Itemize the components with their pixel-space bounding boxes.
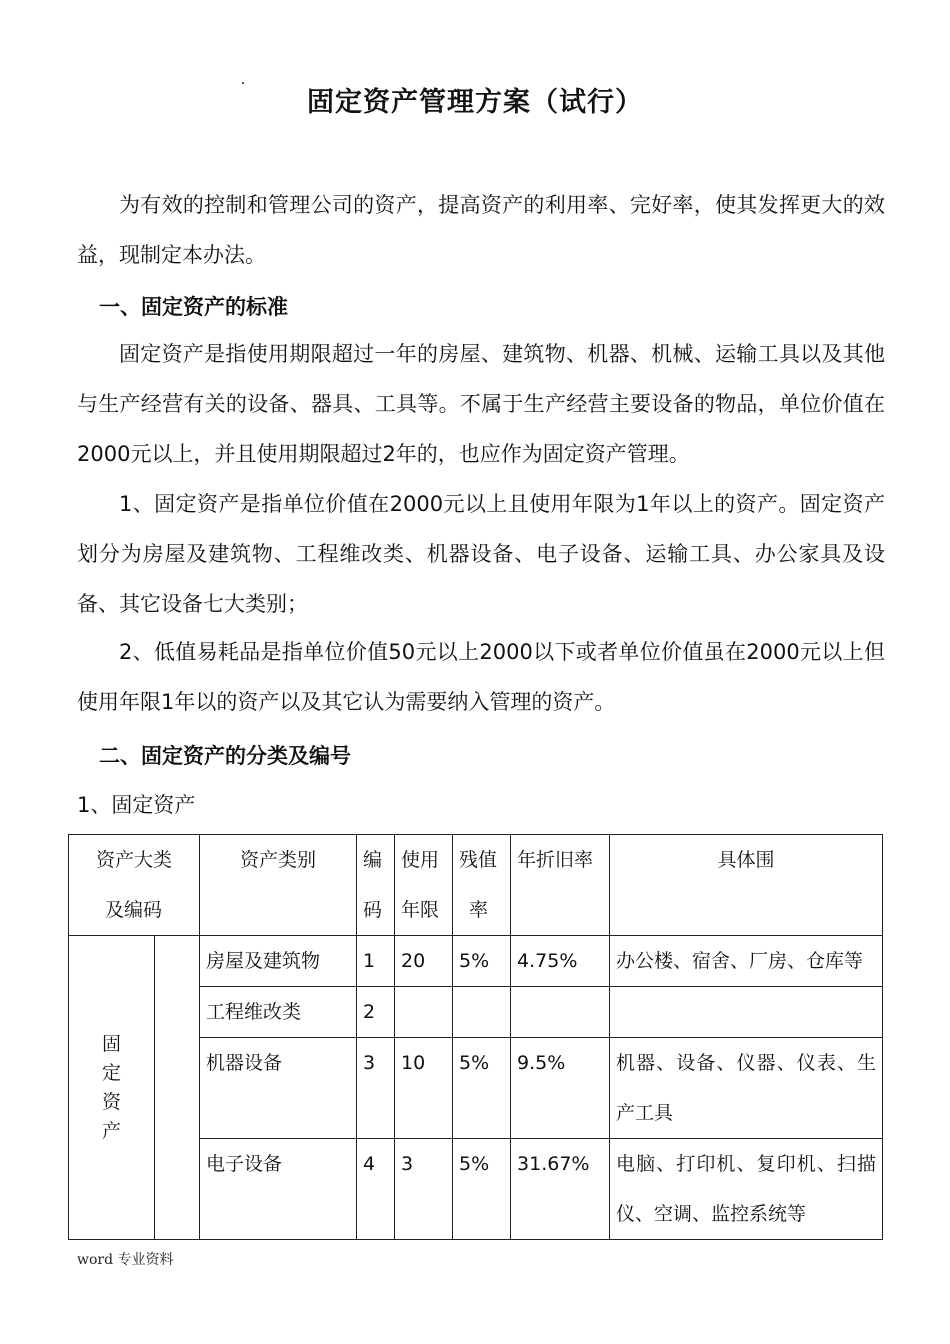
group-label-cell xyxy=(69,936,155,1240)
cell-depreciation: 9.5% xyxy=(511,1038,610,1139)
cell-scope xyxy=(610,987,883,1038)
cell-category: 工程维改类 xyxy=(200,987,357,1038)
group-label-char: 固 xyxy=(101,1032,121,1055)
table-header-row xyxy=(69,835,883,936)
header-category: 资产类别 xyxy=(200,835,357,936)
cell-depreciation: 31.67% xyxy=(511,1139,610,1240)
group-label-char: 定 xyxy=(101,1061,121,1084)
cell-life xyxy=(395,987,453,1038)
section-1-paragraph-2: 1、固定资产是指单位价值在2000元以上且使用年限为1年以上的资产。固定资产划分为房屋及建筑物、工程维改类、机器设备、电子设备、运输工具、办公家具及设备、其它设备七大类别； xyxy=(77,492,885,616)
cell-residual: 5% xyxy=(453,936,511,987)
group-label-char: 产 xyxy=(101,1119,121,1142)
header-code-line-2: 码 xyxy=(363,899,383,921)
table-row xyxy=(69,936,883,987)
header-residual xyxy=(453,835,511,936)
header-residual-line-1: 残值 xyxy=(459,849,498,871)
header-major-line-2: 及编码 xyxy=(105,899,163,921)
header-depreciation: 年折旧率 xyxy=(511,835,610,936)
cell-depreciation: 4.75% xyxy=(511,936,610,987)
cell-residual: 5% xyxy=(453,1139,511,1240)
header-scope: 具体围 xyxy=(610,835,883,936)
cell-code: 1 xyxy=(357,936,395,987)
page-footer: word 专业资料 xyxy=(77,1252,174,1268)
cell-life: 10 xyxy=(395,1038,453,1139)
document-title: 固定资产管理方案（试行） xyxy=(307,87,643,118)
section-1-paragraph-3: 2、低值易耗品是指单位价值50元以上2000以下或者单位价值虽在2000元以上但使用年限1年以的资产以及其它认为需要纳入管理的资产。 xyxy=(77,640,885,714)
intro-paragraph: 为有效的控制和管理公司的资产，提高资产的利用率、完好率，使其发挥更大的效益，现制定本办法。 xyxy=(77,193,885,267)
cell-scope: 机器、设备、仪器、仪表、生产工具 xyxy=(610,1038,883,1139)
header-major-line-1: 资产大类 xyxy=(96,849,173,871)
cell-code: 4 xyxy=(357,1139,395,1240)
asset-classification-table xyxy=(68,834,883,1240)
group-label-char: 资 xyxy=(101,1090,121,1113)
header-code-line-1: 编 xyxy=(363,849,383,871)
cell-scope: 办公楼、宿舍、厂房、仓库等 xyxy=(610,936,883,987)
section-1-heading: 一、固定资产的标准 xyxy=(99,295,288,319)
cell-code: 3 xyxy=(357,1038,395,1139)
cell-residual xyxy=(453,987,511,1038)
section-2-subheading: 1、固定资产 xyxy=(77,793,196,817)
header-life-line-1: 使用 xyxy=(401,849,440,871)
cell-residual: 5% xyxy=(453,1038,511,1139)
header-residual-line-2: 率 xyxy=(469,899,489,921)
header-life xyxy=(395,835,453,936)
header-major-category xyxy=(69,835,200,936)
section-1-paragraph-1: 固定资产是指使用期限超过一年的房屋、建筑物、机器、机械、运输工具以及其他与生产经营有关的设备、器具、工具等。不属于生产经营主要设备的物品，单位价值在2000元以上，并且使用期限超过2年的，也应作为固定资产管理。 xyxy=(77,342,885,466)
cell-scope: 电脑、打印机、复印机、扫描仪、空调、监控系统等 xyxy=(610,1139,883,1240)
header-code xyxy=(357,835,395,936)
group-code-cell xyxy=(155,936,200,1240)
cell-category: 房屋及建筑物 xyxy=(200,936,357,987)
header-life-line-2: 年限 xyxy=(401,899,440,921)
cell-life: 20 xyxy=(395,936,453,987)
cell-category: 机器设备 xyxy=(200,1038,357,1139)
section-2-heading: 二、固定资产的分类及编号 xyxy=(99,744,351,768)
cell-category: 电子设备 xyxy=(200,1139,357,1240)
cell-depreciation xyxy=(511,987,610,1038)
cell-code: 2 xyxy=(357,987,395,1038)
cell-life: 3 xyxy=(395,1139,453,1240)
